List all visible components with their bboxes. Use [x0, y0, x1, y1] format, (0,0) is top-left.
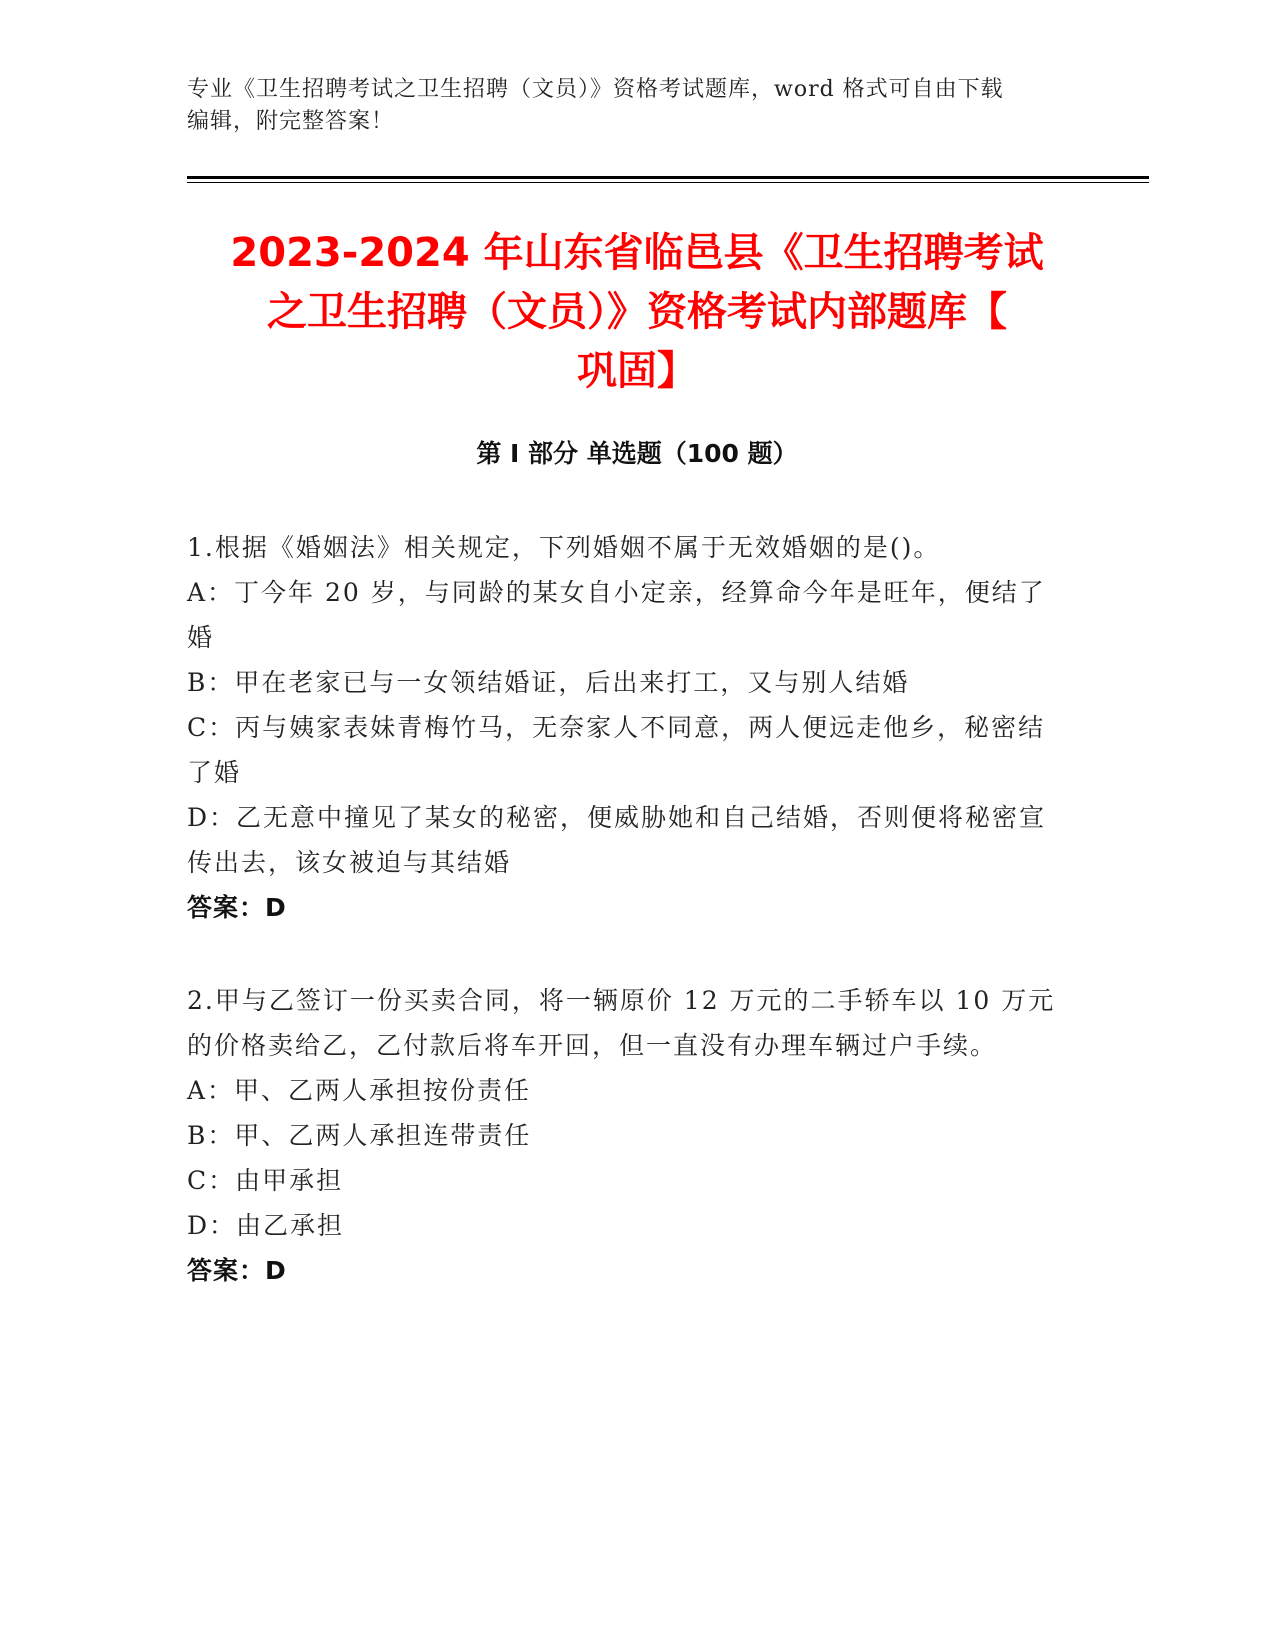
- header-rule-thin: [187, 182, 1149, 183]
- document-title: [187, 224, 1087, 401]
- question-stem: 2.甲与乙签订一份买卖合同，将一辆原价 12 万元的二手轿车以 10 万元的价格卖给乙，乙付款后将车开回，但一直没有办理车辆过户手续。: [187, 986, 1056, 1060]
- question-1: [187, 525, 1067, 930]
- header-note-line-1: 专业《卫生招聘考试之卫生招聘（文员）》资格考试题库，word 格式可自由下载: [187, 77, 1004, 102]
- option-c: C：丙与姨家表妹青梅竹马，无奈家人不同意，两人便远走他乡，秘密结了婚: [187, 713, 1046, 787]
- answer: 答案：D: [187, 893, 287, 922]
- option-b: B：甲、乙两人承担连带责任: [187, 1121, 532, 1150]
- option-d: D：由乙承担: [187, 1211, 345, 1240]
- option-b: B：甲在老家已与一女领结婚证，后出来打工，又与别人结婚: [187, 668, 910, 697]
- section-heading: 第 I 部分 单选题（100 题）: [476, 439, 798, 468]
- question-stem: 1.根据《婚姻法》相关规定，下列婚姻不属于无效婚姻的是()。: [187, 533, 941, 562]
- option-a: A：甲、乙两人承担按份责任: [187, 1076, 532, 1105]
- title-line-2: 之卫生招聘（文员）》资格考试内部题库【: [267, 289, 1007, 335]
- header-note: [187, 74, 1067, 138]
- title-line-3: 巩固】: [577, 348, 697, 394]
- header-note-line-2: 编辑，附完整答案！: [187, 109, 395, 134]
- title-line-1: 2023-2024 年山东省临邑县《卫生招聘考试: [230, 230, 1044, 276]
- option-c: C：由甲承担: [187, 1166, 344, 1195]
- option-a: A：丁今年 20 岁，与同龄的某女自小定亲，经算命今年是旺年，便结了婚: [187, 578, 1046, 652]
- answer: 答案：D: [187, 1256, 287, 1285]
- header-rule-thick: [187, 176, 1149, 179]
- question-2: [187, 978, 1067, 1293]
- option-d: D：乙无意中撞见了某女的秘密，便威胁她和自己结婚，否则便将秘密宣传出去，该女被迫与其结婚: [187, 803, 1047, 877]
